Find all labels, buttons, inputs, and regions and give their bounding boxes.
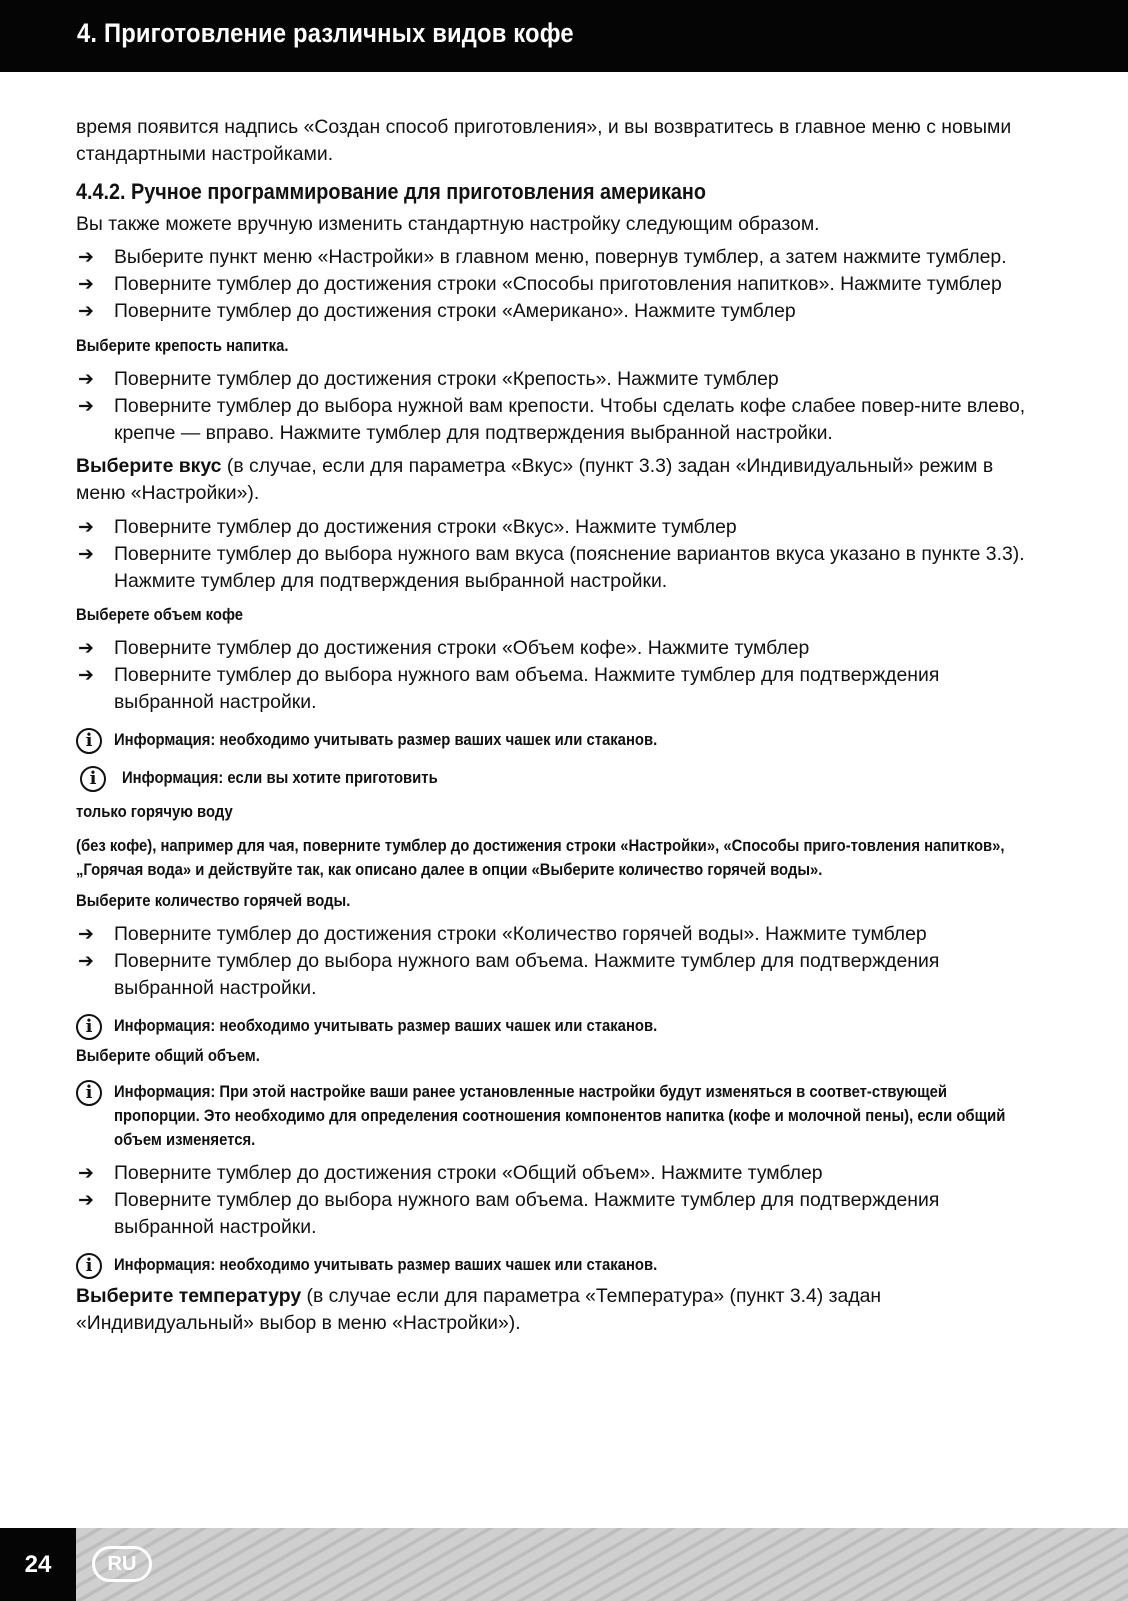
arrow-icon: ➔: [78, 396, 94, 417]
list-item: ➔ Поверните тумблер до достижения строки «Количество горячей воды». Нажмите тумблер: [76, 921, 1036, 948]
info-note-hot-water: i Информация: если вы хотите приготовить: [76, 766, 1036, 790]
arrow-icon: ➔: [78, 924, 94, 945]
volume-steps-list: [76, 635, 1036, 716]
info-icon: i: [76, 728, 102, 754]
strength-steps-list: [76, 366, 1036, 447]
taste-steps-list: [76, 514, 1036, 595]
list-item: ➔ Выберите пункт меню «Настройки» в главном меню, повернув тумблер, а затем нажмите тумблер.: [76, 244, 1036, 271]
list-item: ➔ Поверните тумблер до выбора нужной вам крепости. Чтобы сделать кофе слабее повер-ните влево, крепче — вправо. Нажмите тумблер для подтверждения выбранной настройки.: [78, 395, 1026, 444]
list-item: ➔ Поверните тумблер до выбора нужного вам вкуса (пояснение вариантов вкуса указано в пункте 3.3). Нажмите тумблер для подтверждения выбранной настройки.: [78, 543, 1025, 592]
hot-water-line: только горячую воду: [76, 803, 233, 821]
main-steps-list: [76, 244, 1036, 325]
intro-paragraph: время появится надпись «Создан способ приготовления», и вы возвратитесь в главное меню с новыми стандартными настройками.: [76, 116, 1012, 165]
hot-water-description: (без кофе), например для чая, поверните тумблер до достижения строки «Настройки», «Способы приго-товления напитков», „Горячая вода» и действуйте так, как описано далее в опции «Выберите количество горячей воды».: [76, 837, 1005, 879]
list-item: ➔ Поверните тумблер до достижения строки «Объем кофе». Нажмите тумблер: [76, 635, 1036, 662]
section-lead: Вы также можете вручную изменить стандартную настройку следующим образом.: [76, 213, 820, 235]
section-title: 4.4.2. Ручное программирование для приготовления американо: [76, 179, 706, 204]
info-icon: i: [76, 1080, 102, 1106]
page-number: 24: [0, 1528, 76, 1601]
taste-paragraph: Выберите вкус (в случае, если для параметра «Вкус» (пункт 3.3) задан «Индивидуальный» режим в меню «Настройки»).: [76, 455, 994, 504]
hot-water-title: Выберите количество горячей воды.: [76, 892, 351, 910]
temperature-title: Выберите температуру: [76, 1285, 302, 1307]
list-item: ➔ Поверните тумблер до достижения строки «Крепость». Нажмите тумблер: [76, 366, 1036, 393]
list-item: ➔ Поверните тумблер до выбора нужного вам объема. Нажмите тумблер для подтверждения выбранной настройки.: [78, 664, 940, 713]
arrow-icon: ➔: [78, 517, 94, 538]
language-badge: RU: [92, 1546, 152, 1582]
arrow-icon: ➔: [78, 951, 94, 972]
total-steps-list: [76, 1160, 1036, 1241]
page-footer: [0, 1528, 1128, 1601]
taste-title: Выберите вкус: [76, 455, 222, 477]
list-item: ➔ Поверните тумблер до выбора нужного вам объема. Нажмите тумблер для подтверждения выбранной настройки.: [78, 1189, 940, 1238]
arrow-icon: ➔: [78, 1163, 94, 1184]
total-volume-title: Выберите общий объем.: [76, 1047, 260, 1065]
arrow-icon: ➔: [78, 638, 94, 659]
info-note: i Информация: необходимо учитывать размер ваших чашек или стаканов.: [76, 1253, 1036, 1277]
info-icon: i: [80, 766, 106, 792]
info-icon: i: [76, 1014, 102, 1040]
info-icon: i: [76, 1253, 102, 1279]
list-item: ➔ Поверните тумблер до достижения строки «Способы приготовления напитков». Нажмите тумблер: [76, 271, 1036, 298]
arrow-icon: ➔: [78, 369, 94, 390]
info-note: i Информация: необходимо учитывать размер ваших чашек или стаканов.: [76, 1014, 1036, 1038]
page-header: [0, 0, 1128, 72]
temperature-paragraph: Выберите температуру (в случае если для параметра «Температура» (пункт 3.4) задан «Индивидуальный» выбор в меню «Настройки»).: [76, 1285, 882, 1334]
arrow-icon: ➔: [78, 274, 94, 295]
page-title: 4. Приготовление различных видов кофе: [77, 18, 574, 48]
hot-water-steps-list: [76, 921, 1036, 1002]
arrow-icon: ➔: [78, 544, 94, 565]
list-item: ➔ Поверните тумблер до выбора нужного вам объема. Нажмите тумблер для подтверждения выбранной настройки.: [78, 950, 940, 999]
page-content: [76, 114, 1036, 1337]
info-note: i Информация: необходимо учитывать размер ваших чашек или стаканов.: [76, 728, 1036, 752]
volume-title: Выберете объем кофе: [76, 606, 244, 624]
arrow-icon: ➔: [78, 665, 94, 686]
list-item: ➔ Поверните тумблер до достижения строки «Вкус». Нажмите тумблер: [76, 514, 1036, 541]
arrow-icon: ➔: [78, 247, 94, 268]
strength-title: Выберите крепость напитка.: [76, 337, 289, 355]
list-item: ➔ Поверните тумблер до достижения строки «Американо». Нажмите тумблер: [76, 298, 1036, 325]
info-note-total: i Информация: При этой настройке ваши ранее установленные настройки будут изменяться в соответ-ствующей пропорции. Это необходимо для определения соотношения компонентов напитка (кофе и молочной пены), если общий объем изменяется.: [76, 1080, 1036, 1152]
list-item: ➔ Поверните тумблер до достижения строки «Общий объем». Нажмите тумблер: [76, 1160, 1036, 1187]
arrow-icon: ➔: [78, 1190, 94, 1211]
arrow-icon: ➔: [78, 301, 94, 322]
